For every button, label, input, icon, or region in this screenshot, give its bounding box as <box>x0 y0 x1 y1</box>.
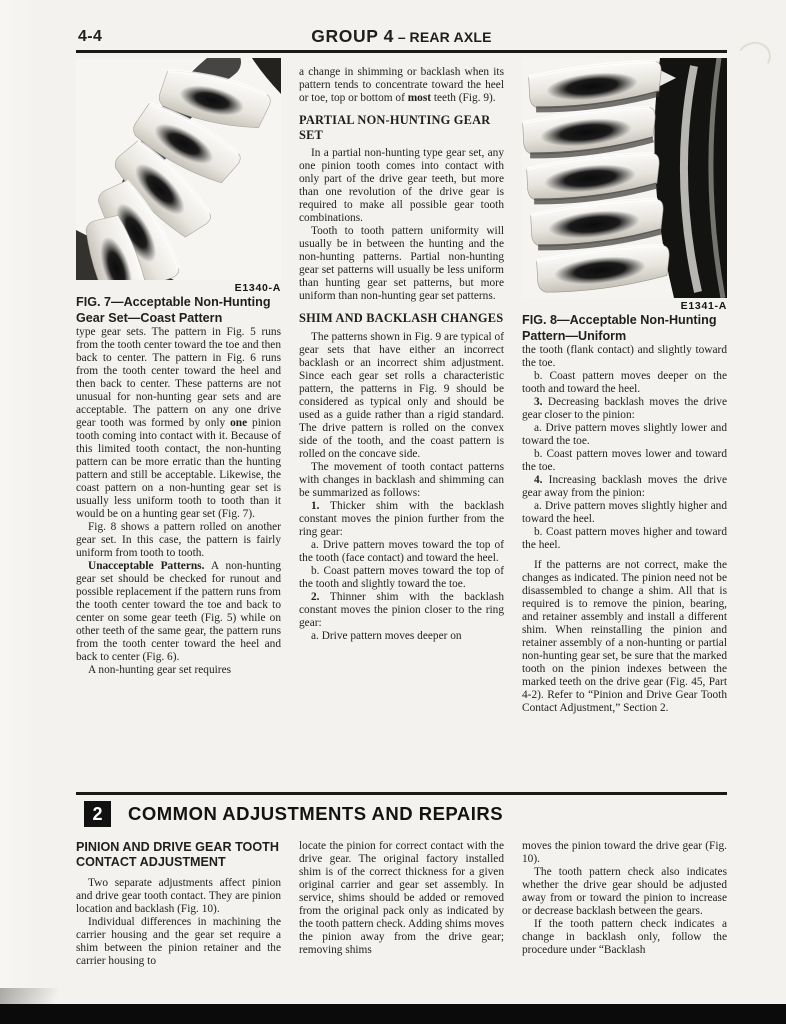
paragraph: The patterns shown in Fig. 9 are typical of gear sets that have either an incorrect backlash or an incorrect shim adjustment. Since each gear set rolls a characteristic pattern, the patterns in Fig. 9 should be considered as typical only and should be used as a guide rather than a rigid standard. The drive pattern is rolled on the convex side of the tooth, and the coast pattern is rolled on the concave side. <box>299 330 504 460</box>
column-middle <box>299 58 504 794</box>
figure-8 <box>522 58 727 344</box>
paragraph: A non-hunting gear set requires <box>88 664 232 676</box>
column-right <box>522 58 727 794</box>
scan-pencil-arc <box>734 38 775 76</box>
paragraph: b. Coast pattern moves higher and toward the heel. <box>522 526 727 551</box>
page-number: 4-4 <box>78 28 103 45</box>
paragraph: a. Drive pattern moves deeper on <box>311 629 462 642</box>
paragraph: a change in shimming or backlash when its pattern tends to concentrate toward the heel or toe, top or bottom of most teeth (Fig. 9). <box>299 66 504 104</box>
paragraph: b. Coast pattern moves deeper on the tooth and toward the heel. <box>522 370 727 395</box>
top-section <box>76 58 727 794</box>
column-right-text <box>522 344 727 715</box>
paragraph: Two separate adjustments affect pinion and drive gear tooth contact. They are pinion location and backlash (Fig. 10). <box>76 877 281 915</box>
column-left <box>76 58 281 794</box>
bottom-section <box>76 840 727 1000</box>
paragraph: If the tooth pattern check indicates a change in backlash only, follow the procedure under “Backlash <box>522 918 727 956</box>
column-left-text <box>76 326 281 677</box>
paragraph: The tooth pattern check also indicates whether the drive gear should be adjusted away from or toward the pinion to increase or decrease backlash between the gears. <box>522 866 727 917</box>
page-title-group: GROUP 4 <box>311 26 394 46</box>
bottom-column-middle <box>299 840 504 1000</box>
paragraph: Individual differences in machining the carrier housing and the gear set require a shim between the pinion retainer and the carrier housing to <box>76 916 281 967</box>
section-2-header <box>84 801 503 827</box>
gear-photo-fig8 <box>522 58 727 298</box>
paragraph: the tooth (flank contact) and slightly toward the toe. <box>522 344 727 369</box>
section-heading-shim-backlash: SHIM AND BACKLASH CHANGES <box>299 311 504 325</box>
page-header <box>76 22 727 53</box>
figure-8-caption: FIG. 8—Acceptable Non-Hunting Pattern—Uniform <box>522 313 717 343</box>
gear-photo-fig7 <box>76 58 281 280</box>
page-title-section: REAR AXLE <box>409 29 492 45</box>
paragraph: a. Drive pattern moves slightly higher and toward the heel. <box>522 500 727 525</box>
paragraph: moves the pinion toward the drive gear (Fig. 10). <box>522 840 727 865</box>
figure-7 <box>76 58 281 326</box>
subsection-heading-pinion-adjustment: PINION AND DRIVE GEAR TOOTH CONTACT ADJUSTMENT <box>76 840 279 869</box>
paragraph: type gear sets. The pattern in Fig. 5 runs from the tooth center toward the toe and then back to center. The pattern in Fig. 6 runs from the tooth center toward the heel and then back to center. These patterns are not unusual for non-hunting gear sets and are acceptable. The pattern on any one drive gear tooth was formed by only one pinion tooth coming into contact with it. Because of this limited tooth contact, the non-hunting pattern can be more erratic than the hunting pattern and still be acceptable. Likewise, the coast pattern on a non-hunting gear set is usually less uniform tooth to tooth than it would be on a hunting gear set (Fig. 7). <box>76 326 282 520</box>
page-title <box>311 26 491 47</box>
section-divider-rule <box>76 792 727 795</box>
scan-bottom-black-band <box>0 1004 786 1024</box>
paragraph: Fig. 8 shows a pattern rolled on another gear set. In this case, the pattern is fairly uniform from tooth to tooth. <box>76 521 281 559</box>
paragraph: If the patterns are not correct, make the changes as indicated. The pinion need not be disassembled to change a shim. All that is required is to remove the pinion, bearing, and retainer assembly and install a different shim. When reinstalling the pinion and retainer assembly of a non-hunting or partial non-hunting gear set, be sure that the marked tooth on the pinion indexes between the marked teeth on the drive gear (Fig. 45, Part 4-2). Refer to “Pinion and Drive Gear Tooth Contact Adjustment,” Section 2. <box>522 559 727 714</box>
paragraph: Unacceptable Patterns. A non-hunting gear set should be checked for runout and possible replacement if the pattern runs from the tooth center toward the toe and back to center on some gear teeth (Fig. 5) while on other teeth of the same gear, the pattern runs from the tooth center toward the heel and back to center (Fig. 6). <box>76 560 281 663</box>
paragraph: In a partial non-hunting type gear set, any one pinion tooth comes into contact with only part of the drive gear teeth, but more than one revolution of the drive gear is required to make all possible gear tooth combinations. <box>299 147 504 224</box>
paragraph: 3. Decreasing backlash moves the drive gear closer to the pinion: <box>522 396 727 421</box>
paragraph: b. Coast pattern moves lower and toward the toe. <box>522 448 727 473</box>
figure-7-code: E1340-A <box>234 282 281 294</box>
paragraph: b. Coast pattern moves toward the top of the tooth and slightly toward the toe. <box>299 564 504 590</box>
section-heading-partial-non-hunting: PARTIAL NON-HUNTING GEAR SET <box>299 113 491 142</box>
paragraph: 4. Increasing backlash moves the drive gear away from the pinion: <box>522 474 727 499</box>
paragraph: 2. Thinner shim with the backlash constant moves the pinion closer to the ring gear: <box>299 590 504 629</box>
section-title: COMMON ADJUSTMENTS AND REPAIRS <box>128 803 504 824</box>
paragraph: a. Drive pattern moves toward the top of the tooth (face contact) and toward the heel. <box>299 538 504 564</box>
paragraph: The movement of tooth contact patterns with changes in backlash and shimming can be summarized as follows: <box>299 460 504 499</box>
page-title-separator: – <box>397 29 406 45</box>
section-number-badge: 2 <box>84 801 111 827</box>
paragraph: Tooth to tooth pattern uniformity will usually be in between the hunting and the non-hunting patterns. Partial non-hunting gear set patterns will usually be less uniform than hunting gear set patterns, but more uniform than non-hunting gear set patterns. <box>299 225 504 302</box>
bottom-column-right <box>522 840 727 1000</box>
paragraph: locate the pinion for correct contact with the drive gear. The original factory installed shim is of the correct thickness for a given original carrier and gear set assembly. In service, shims should be added or removed from the original pack only as indicated by the tooth pattern check. Adding shims moves the pinion away from the drive gear; removing shims <box>299 840 504 956</box>
paragraph: 1. Thicker shim with the backlash constant moves the pinion further from the ring gear: <box>299 499 504 538</box>
bottom-column-left <box>76 840 281 1000</box>
figure-8-code: E1341-A <box>680 300 727 312</box>
figure-7-caption: FIG. 7—Acceptable Non-Hunting Gear Set—Coast Pattern <box>76 295 271 325</box>
paragraph: a. Drive pattern moves slightly lower and toward the toe. <box>522 422 727 447</box>
